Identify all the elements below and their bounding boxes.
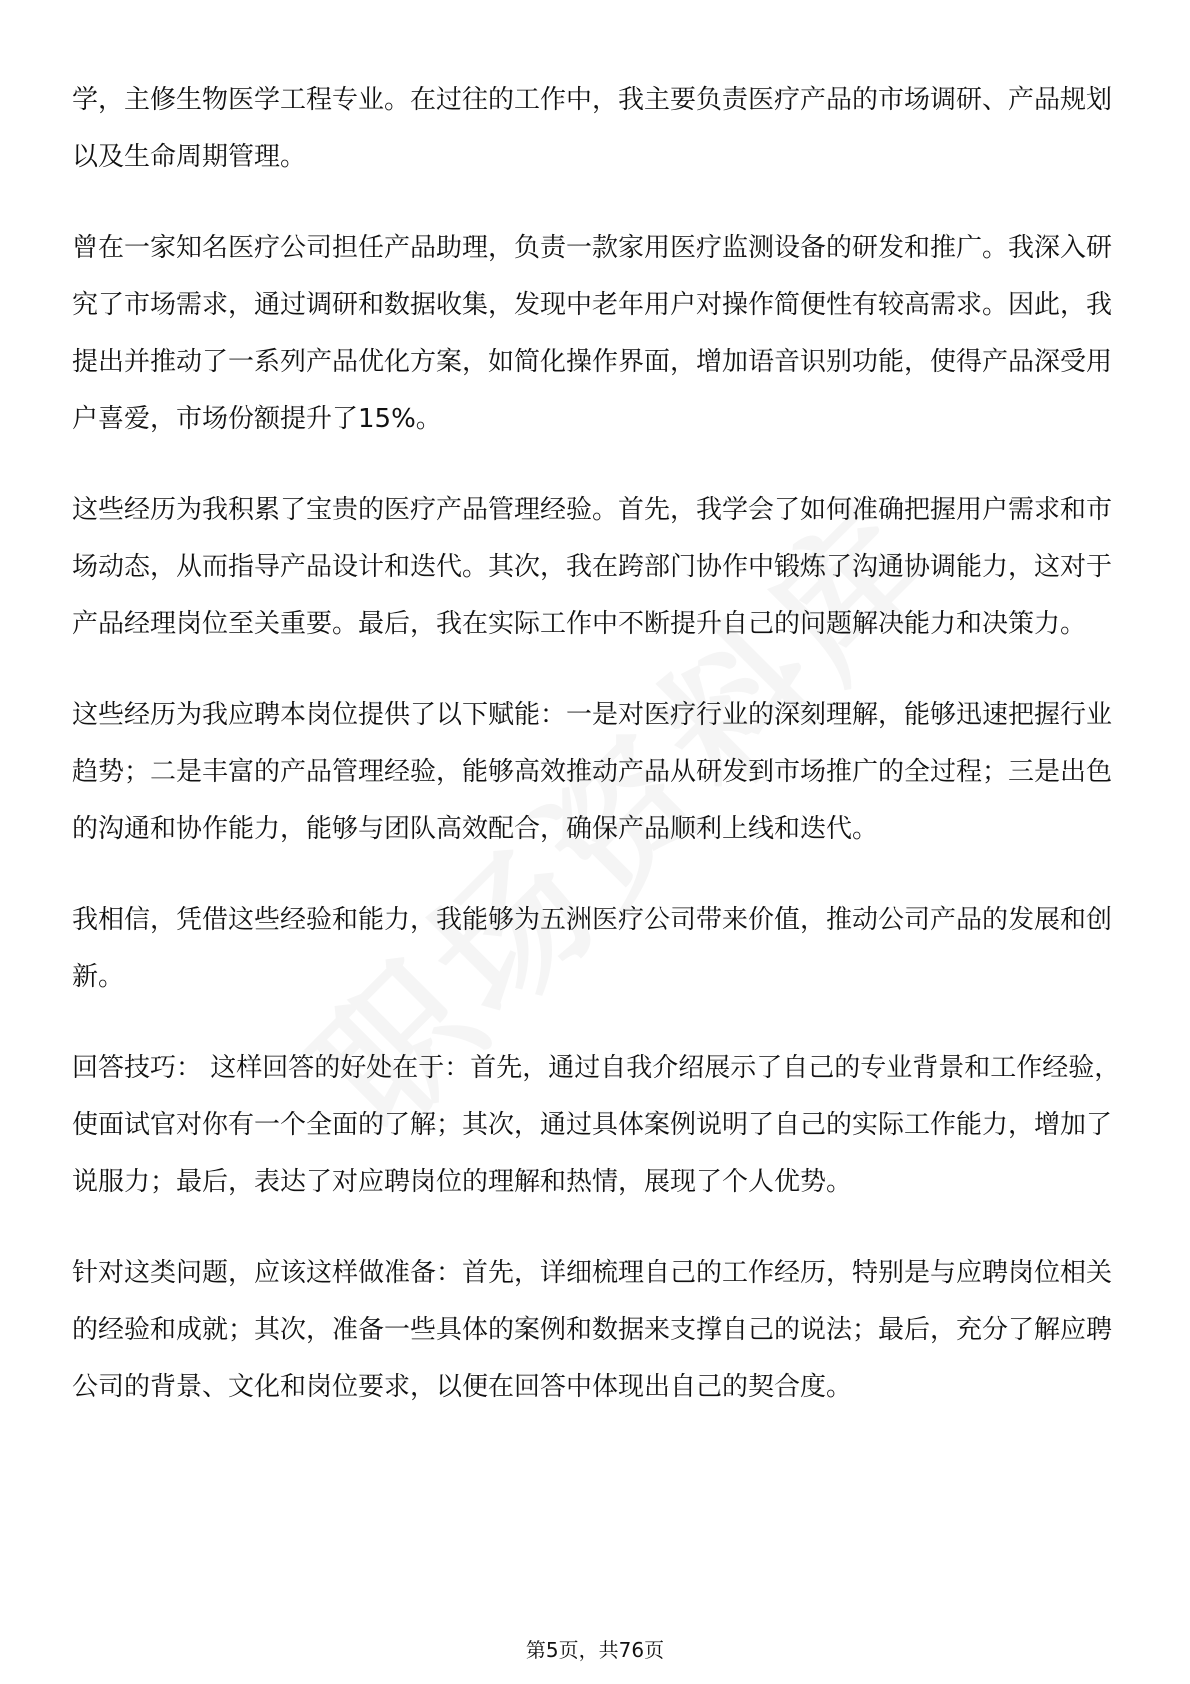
paragraph: 回答技巧： 这样回答的好处在于：首先，通过自我介绍展示了自己的专业背景和工作经验，使面试官对你有一个全面的了解；其次，通过具体案例说明了自己的实际工作能力，增加了说服力；最后，表达了对应聘岗位的理解和热情，展现了个人优势。 — [72, 1053, 1121, 1197]
paragraph: 我相信，凭借这些经验和能力，我能够为五洲医疗公司带来价值，推动公司产品的发展和创新。 — [72, 905, 1113, 992]
document-body — [72, 72, 1124, 1450]
paragraph: 这些经历为我应聘本岗位提供了以下赋能：一是对医疗行业的深刻理解，能够迅速把握行业趋势；二是丰富的产品管理经验，能够高效推动产品从研发到市场推广的全过程；三是出色的沟通和协作能力，能够与团队高效配合，确保产品顺利上线和迭代。 — [72, 700, 1113, 844]
paragraph: 这些经历为我积累了宝贵的医疗产品管理经验。首先，我学会了如何准确把握用户需求和市场动态，从而指导产品设计和迭代。其次，我在跨部门协作中锻炼了沟通协调能力，这对于产品经理岗位至关重要。最后，我在实际工作中不断提升自己的问题解决能力和决策力。 — [72, 495, 1113, 639]
page-number-footer: 第5页，共76页 — [525, 1638, 665, 1662]
paragraph: 针对这类问题，应该这样做准备：首先，详细梳理自己的工作经历，特别是与应聘岗位相关的经验和成就；其次，准备一些具体的案例和数据来支撑自己的说法；最后，充分了解应聘公司的背景、文化和岗位要求，以便在回答中体现出自己的契合度。 — [72, 1258, 1113, 1402]
paragraph: 曾在一家知名医疗公司担任产品助理，负责一款家用医疗监测设备的研发和推广。我深入研究了市场需求，通过调研和数据收集，发现中老年用户对操作简便性有较高需求。因此，我提出并推动了一系列产品优化方案，如简化操作界面，增加语音识别功能，使得产品深受用户喜爱，市场份额提升了15%。 — [72, 233, 1113, 434]
paragraph: 学，主修生物医学工程专业。在过往的工作中，我主要负责医疗产品的市场调研、产品规划以及生命周期管理。 — [72, 85, 1113, 172]
